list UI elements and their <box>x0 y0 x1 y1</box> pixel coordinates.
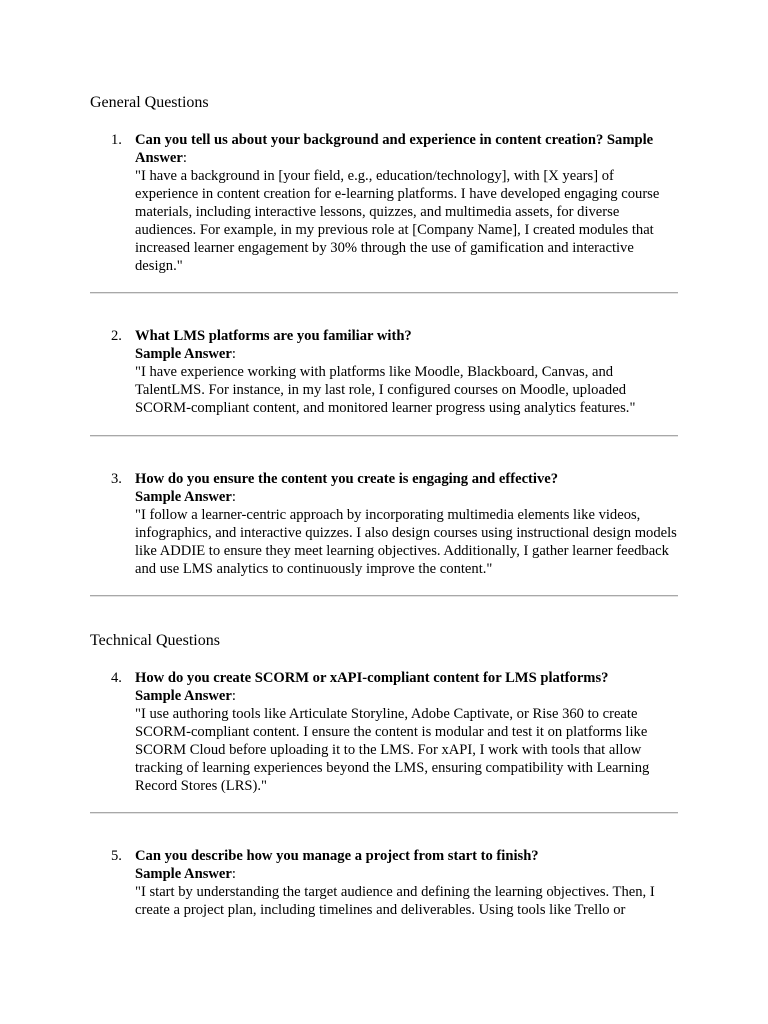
question-number: 3. <box>111 471 122 487</box>
question-item <box>90 847 678 919</box>
sample-answer-label: Sample Answer <box>135 688 232 704</box>
sample-answer-label: Sample Answer <box>135 866 232 882</box>
divider <box>90 812 678 814</box>
question-text: Can you describe how you manage a project from start to finish? <box>135 848 539 864</box>
sample-answer-label: Sample Answer <box>135 489 232 505</box>
answer-colon: : <box>182 150 187 166</box>
question-text: How do you create SCORM or xAPI-compliant content for LMS platforms? <box>135 670 609 686</box>
answer-text: "I follow a learner-centric approach by incorporating multimedia elements like videos, infographics, and interactive quizzes. I also design courses using instructional design models like ADDIE to ensure they meet learning objectives. Additionally, I gather learner feedback and use LMS analytics to continuously improve the content." <box>135 507 677 577</box>
question-item <box>90 131 678 275</box>
divider <box>90 595 678 597</box>
answer-text: "I have experience working with platforms like Moodle, Blackboard, Canvas, and TalentLMS. For instance, in my last role, I configured courses on Moodle, uploaded SCORM-compliant content, and monitored learner progress using analytics features." <box>135 364 636 416</box>
section-heading-general: General Questions <box>90 94 209 111</box>
question-number: 1. <box>111 132 122 148</box>
question-item <box>90 669 678 795</box>
question-text: What LMS platforms are you familiar with? <box>135 328 412 344</box>
question-item <box>90 327 678 417</box>
answer-text: "I start by understanding the target audience and defining the learning objectives. Then, I create a project plan, including timelines and deliverables. Using tools like Trello or <box>135 884 655 918</box>
divider <box>90 435 678 437</box>
answer-text: "I have a background in [your field, e.g., education/technology], with [X years] of experience in content creation for e-learning platforms. I have developed engaging course materials, including interactive lessons, quizzes, and multimedia assets, for diverse audiences. For example, in my previous role at [Company Name], I created modules that increased learner engagement by 30% through the use of gamification and interactive design." <box>135 168 660 274</box>
sample-answer-colon: : <box>231 866 236 882</box>
sample-answer-colon: : <box>231 489 236 505</box>
question-number: 4. <box>111 670 122 686</box>
sample-answer-colon: : <box>231 688 236 704</box>
question-text: Can you tell us about your background and experience in content creation? Sample Answer <box>135 132 654 166</box>
sample-answer-colon: : <box>231 346 236 362</box>
question-number: 2. <box>111 328 122 344</box>
divider <box>90 292 678 294</box>
question-number: 5. <box>111 848 122 864</box>
question-item <box>90 470 678 578</box>
answer-text: "I use authoring tools like Articulate Storyline, Adobe Captivate, or Rise 360 to create SCORM-compliant content. I ensure the content is modular and test it on platforms like SCORM Cloud before uploading it to the LMS. For xAPI, I work with tools that allow tracking of learning experiences beyond the LMS, ensuring compatibility with Learning Record Stores (LRS)." <box>135 706 650 794</box>
section-heading-technical: Technical Questions <box>90 632 220 649</box>
sample-answer-label: Sample Answer <box>135 346 232 362</box>
question-text: How do you ensure the content you create is engaging and effective? <box>135 471 559 487</box>
